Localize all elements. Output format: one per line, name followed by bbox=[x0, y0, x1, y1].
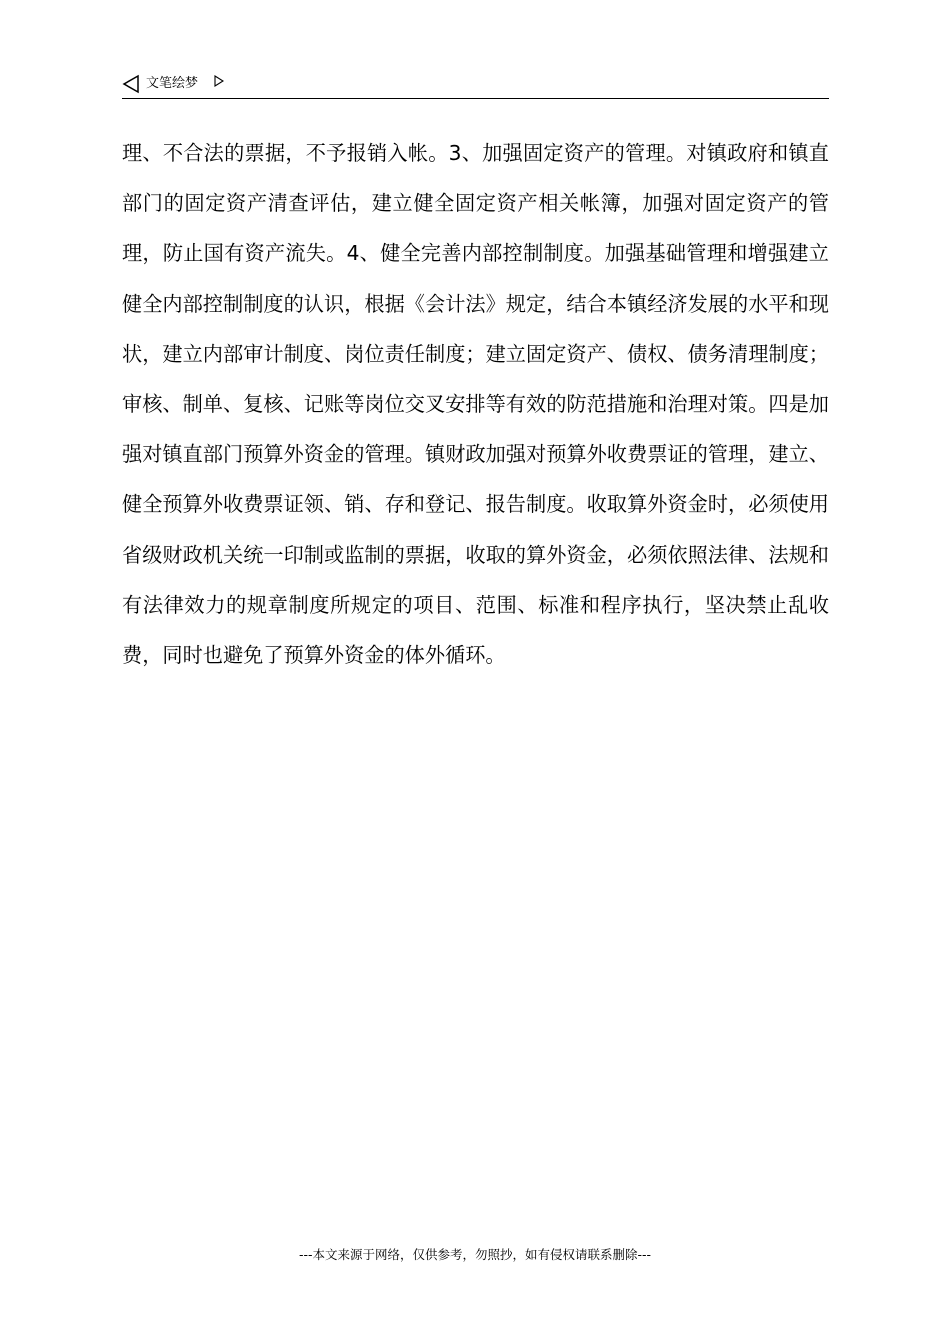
triangle-left-outline-icon bbox=[122, 74, 140, 94]
header-title: 文笔绘梦 bbox=[146, 76, 199, 91]
footer-notice: ---本文来源于网络，仅供参考，勿照抄，如有侵权请联系删除--- bbox=[298, 1247, 652, 1262]
page-header bbox=[122, 72, 829, 99]
body-paragraph: 理、不合法的票据，不予报销入帐。3、加强固定资产的管理。对镇政府和镇直部门的固定资产清查评估，建立健全固定资产相关帐簿，加强对固定资产的管理，防止国有资产流失。4、健全完善内部控制制度。加强基础管理和增强建立健全内部控制制度的认识，根据《会计法》规定，结合本镇经济发展的水平和现状，建立内部审计制度、岗位责任制度；建立固定资产、债权、债务清理制度；审核、制单、复核、记账等岗位交叉安排等有效的防范措施和治理对策。四是加强对镇直部门预算外资金的管理。镇财政加强对预算外收费票证的管理，建立、健全预算外收费票证领、销、存和登记、报告制度。收取算外资金时，必须使用省级财政机关统一印制或监制的票据，收取的算外资金，必须依照法律、法规和有法律效力的规章制度所规定的项目、范围、标准和程序执行，坚决禁止乱收费，同时也避免了预算外资金的体外循环。 bbox=[122, 141, 829, 668]
triangle-right-outline-icon bbox=[214, 75, 224, 87]
